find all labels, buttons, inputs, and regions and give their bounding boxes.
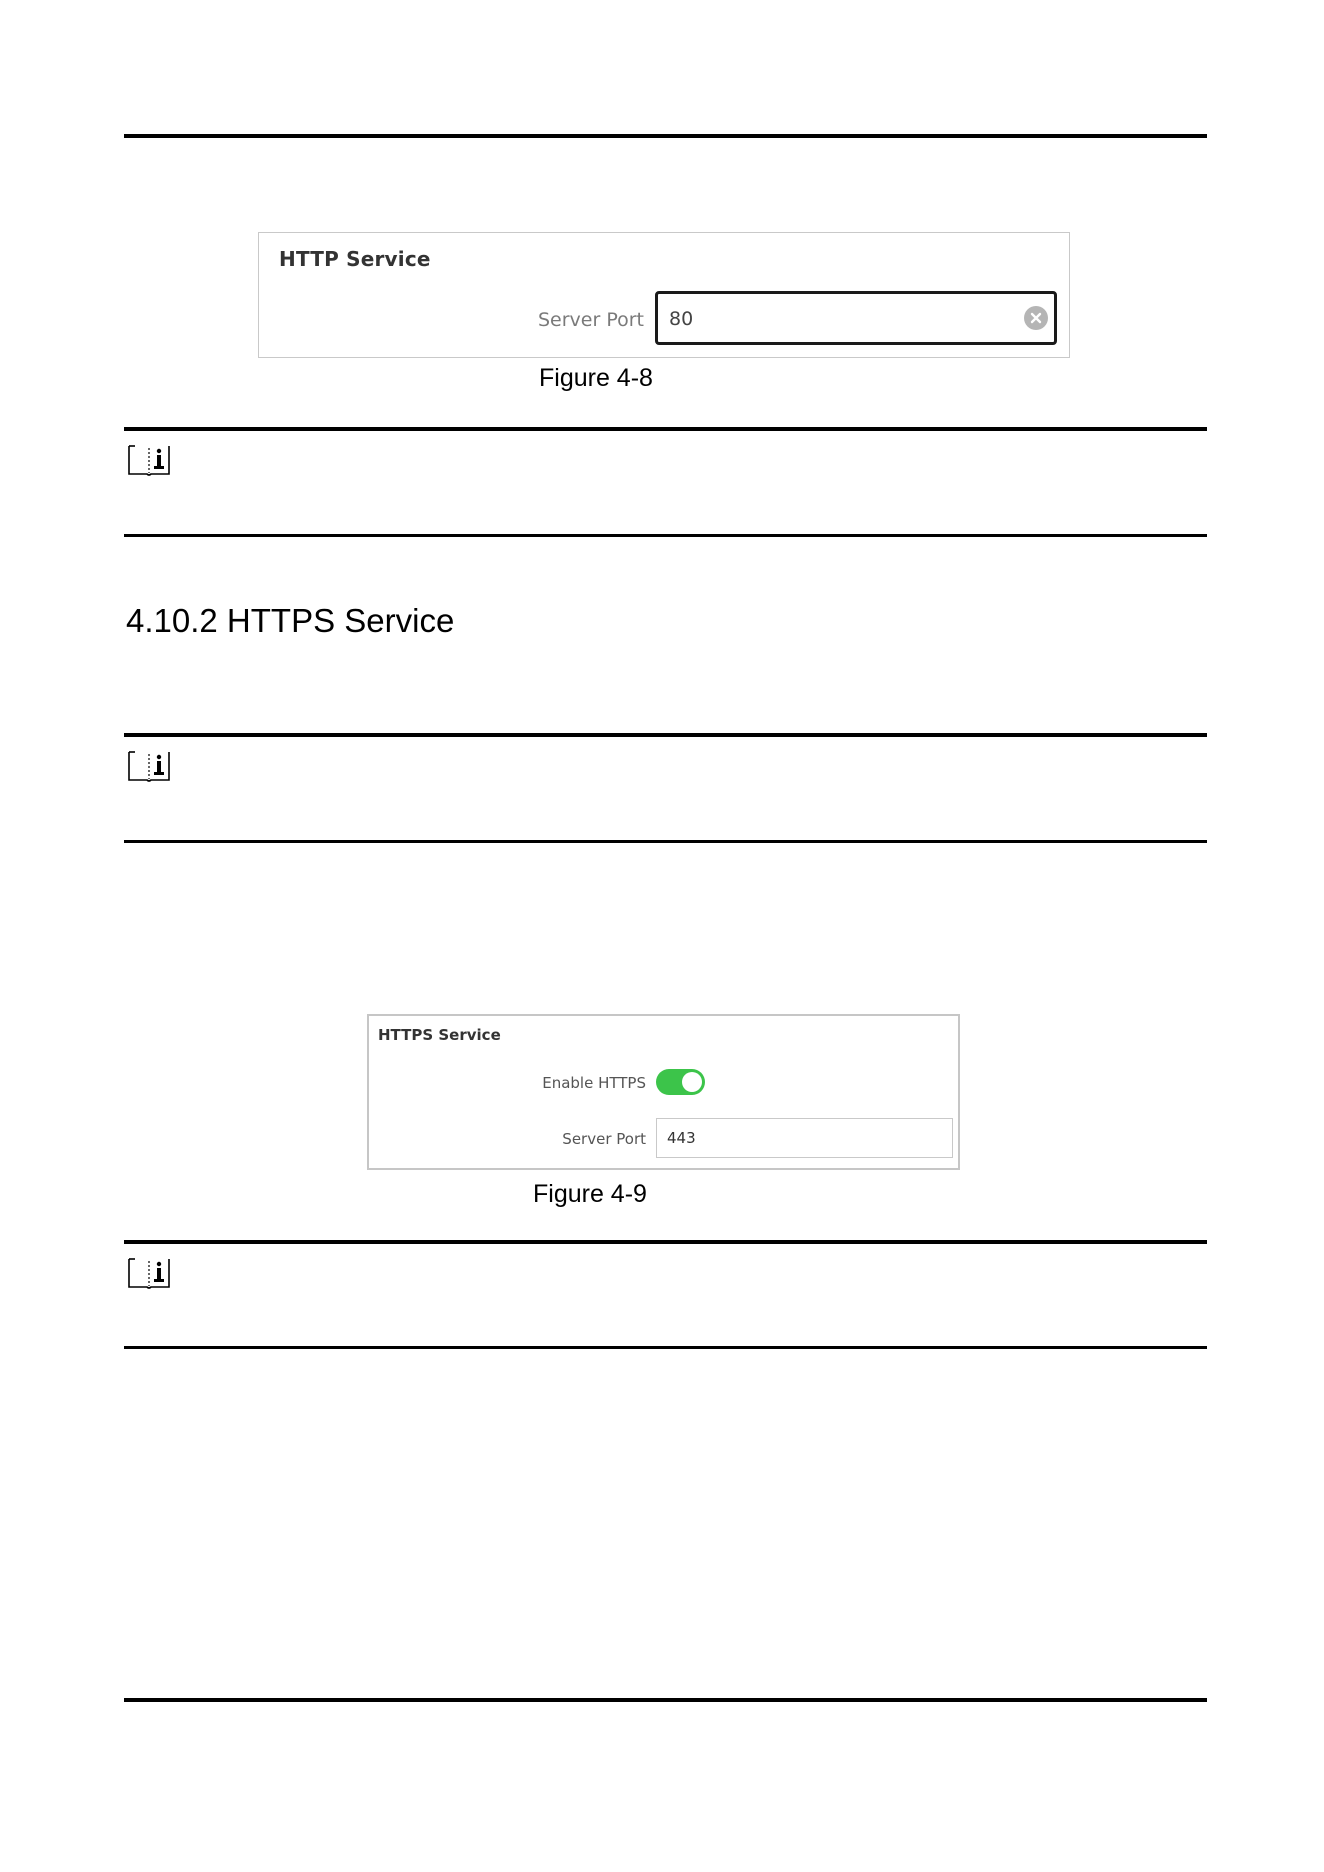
server-port-label: Server Port <box>562 1130 646 1148</box>
http-service-panel <box>258 232 1070 358</box>
figure-caption: Figure 4-8 <box>539 364 653 392</box>
note-top-rule <box>124 1240 1207 1244</box>
toggle-knob <box>682 1072 702 1092</box>
server-port-value: 80 <box>669 308 694 330</box>
server-port-input[interactable] <box>656 1118 953 1158</box>
header-rule <box>124 134 1207 138</box>
note-info-icon <box>126 749 172 783</box>
note-bottom-rule <box>124 534 1207 537</box>
server-port-label: Server Port <box>537 309 644 331</box>
enable-https-toggle[interactable] <box>656 1069 705 1095</box>
https-service-panel <box>367 1014 960 1170</box>
clear-icon[interactable] <box>1024 306 1048 330</box>
footer-rule <box>124 1698 1207 1702</box>
note-bottom-rule <box>124 840 1207 843</box>
figure-caption: Figure 4-9 <box>533 1180 647 1208</box>
section-heading: 4.10.2 HTTPS Service <box>126 602 455 639</box>
enable-https-label: Enable HTTPS <box>542 1074 646 1092</box>
https-service-title: HTTPS Service <box>378 1026 501 1044</box>
note-info-icon <box>126 443 172 477</box>
server-port-input[interactable] <box>655 291 1057 345</box>
note-info-icon <box>126 1256 172 1290</box>
server-port-value: 443 <box>667 1129 696 1147</box>
note-top-rule <box>124 427 1207 431</box>
note-bottom-rule <box>124 1346 1207 1349</box>
note-top-rule <box>124 733 1207 737</box>
http-service-title: HTTP Service <box>279 247 431 271</box>
